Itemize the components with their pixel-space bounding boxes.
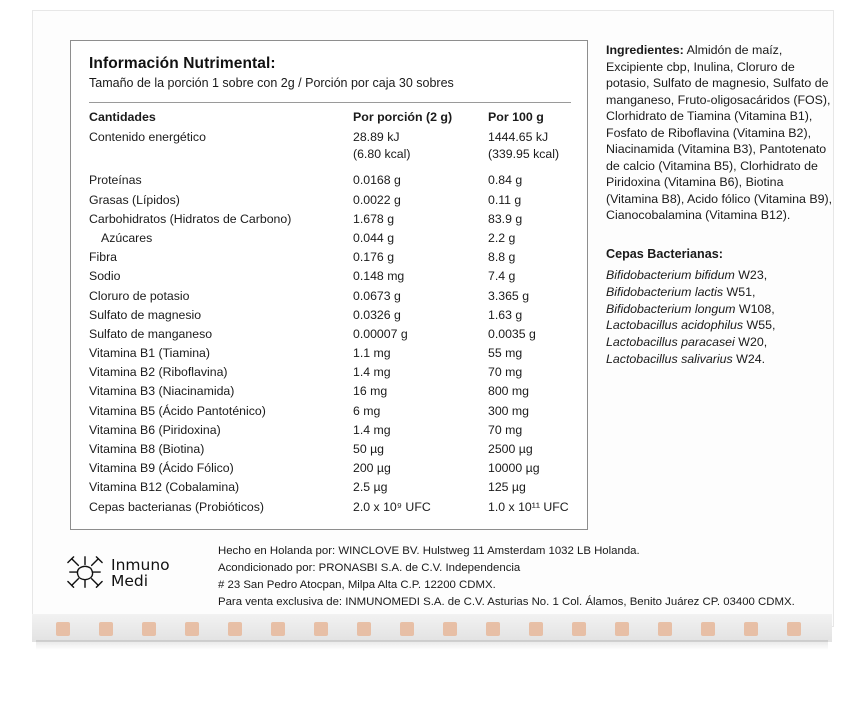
sachet-edge (185, 622, 199, 636)
strain-code: W20, (738, 335, 768, 350)
table-spacer-row (89, 164, 571, 171)
nutrient-name: Vitamina B9 (Ácido Fólico) (89, 461, 234, 476)
brand-logo (66, 545, 206, 601)
nutrient-per-100g: 70 mg (488, 365, 523, 380)
sachet-row (56, 622, 816, 636)
nutrient-name: Carbohidratos (Hidratos de Carbono) (89, 211, 292, 226)
manufacturer-info-line: Para venta exclusiva de: INMUNOMEDI S.A. de C.V. Asturias No. 1 Col. Álamos, Benito Juárez CP. 03400 CDMX. (218, 595, 795, 608)
nutrient-per-serving: 16 mg (353, 384, 388, 399)
nutrient-per-100g: 0.84 g (488, 173, 523, 188)
table-row (89, 128, 571, 147)
table-row (89, 190, 571, 209)
nutrient-per-100g: 300 mg (488, 403, 530, 418)
sachet-edge (486, 622, 500, 636)
sachet-edge (787, 622, 801, 636)
ingredients-paragraph (606, 42, 838, 224)
nutrient-per-serving: 28.89 kJ (353, 130, 400, 145)
nutrient-name: Sodio (89, 269, 121, 284)
sachet-edge (357, 622, 371, 636)
sachet-edge (572, 622, 586, 636)
strain-item: Lactobacillus paracasei W20, (606, 335, 768, 350)
sachet-edge (744, 622, 758, 636)
sachet-edge (701, 622, 715, 636)
nutrient-name: Vitamina B2 (Riboflavina) (89, 365, 228, 380)
nutrient-per-100g: 7.4 g (488, 269, 516, 284)
nutrient-per-serving: 50 µg (353, 442, 385, 456)
nutrient-per-serving: 2.5 µg (353, 480, 388, 495)
nutrient-per-serving: 1.4 mg (353, 422, 391, 437)
sachet-edge (658, 622, 672, 636)
nutrition-panel (70, 40, 588, 530)
strain-code: W23, (738, 268, 768, 283)
nutrient-per-100g: (339.95 kcal) (488, 147, 560, 162)
table-row (89, 267, 571, 286)
nutrient-per-100g: 70 mg (488, 422, 523, 437)
sachet-edge (99, 622, 113, 636)
nutrient-per-serving: 1.4 mg (353, 365, 391, 380)
strain-item: Lactobacillus acidophilus W55, (606, 318, 776, 333)
nutrient-per-serving: 1.678 g (353, 211, 395, 226)
strain-item: Lactobacillus salivarius W24. (606, 351, 766, 366)
nutrient-per-serving: 200 µg (353, 461, 391, 476)
nutrient-name: Contenido energético (89, 130, 206, 145)
nutrient-per-100g: 83.9 g (488, 211, 523, 226)
table-row (89, 306, 571, 325)
nutrient-per-100g: 125 µg (488, 480, 526, 495)
table-row (89, 147, 571, 164)
table-row (89, 286, 571, 305)
column-header-per-100g: Por 100 g (488, 110, 544, 124)
manufacturer-info-line: # 23 San Pedro Atocpan, Milpa Alta C.P. 12200 CDMX. (218, 578, 496, 591)
nutrient-name: Vitamina B6 (Piridoxina) (89, 422, 221, 437)
strains-label: Cepas Bacterianas: (606, 246, 723, 261)
table-row (89, 459, 571, 478)
table-row (89, 478, 571, 497)
nutrient-per-100g: 1.63 g (488, 307, 523, 322)
nutrient-per-serving: 0.148 mg (353, 269, 405, 284)
table-row (89, 171, 571, 190)
nutrient-per-serving: 0.176 g (353, 250, 395, 265)
sachet-edge (56, 622, 70, 636)
nutrient-per-100g: 3.365 g (488, 288, 530, 303)
nutrient-per-100g: 8.8 g (488, 250, 516, 265)
nutrient-name: Sulfato de magnesio (89, 307, 202, 322)
brand-name (111, 557, 170, 590)
nutrient-per-serving: 0.0673 g (353, 288, 401, 303)
nutrient-name: Vitamina B12 (Cobalamina) (89, 480, 240, 495)
nutrient-per-serving: 0.044 g (353, 230, 395, 245)
nutrient-name: Vitamina B1 (Tiamina) (89, 346, 210, 361)
table-row (89, 402, 571, 421)
nutrition-table (89, 109, 571, 517)
ingredients-label: Ingredientes: (606, 43, 684, 57)
nutrient-per-serving: 2.0 x 10⁹ UFC (353, 499, 431, 514)
nutrient-name (89, 147, 353, 164)
strain-item: Bifidobacterium lactis W51, (606, 284, 756, 299)
nutrient-name: Sulfato de manganeso (89, 326, 213, 341)
nutrient-name: Proteínas (89, 173, 142, 188)
ingredients-column (606, 42, 838, 368)
table-row (89, 421, 571, 440)
panel-divider (89, 102, 571, 103)
table-row (89, 344, 571, 363)
brand-name-line2: Medi (111, 572, 149, 590)
sachet-edge (615, 622, 629, 636)
table-row (89, 248, 571, 267)
table-header-row (89, 109, 571, 128)
strain-item: Bifidobacterium longum W108, (606, 301, 775, 316)
serving-size-text: Tamaño de la porción 1 sobre con 2g / Porción por caja 30 sobres (89, 76, 454, 90)
nutrient-per-serving: 0.0022 g (353, 192, 401, 207)
sachet-edge (142, 622, 156, 636)
table-row (89, 325, 571, 344)
sachet-edge (529, 622, 543, 636)
nutrient-per-100g: 0.11 g (488, 192, 522, 207)
nutrient-per-100g: 2500 µg (488, 442, 533, 456)
manufacturer-info (218, 543, 818, 611)
strain-code: W55, (746, 318, 776, 333)
sachet-edge (228, 622, 242, 636)
nutrient-per-serving: 0.0168 g (353, 173, 401, 188)
ingredients-text: Almidón de maíz, Excipiente cbp, Inulina, Cloruro de potasio, Sulfato de magnesio, Sulfato de manganeso, Fruto-oligosacáridos (FOS), Clorhidrato de Tiamina (Vitamina B1), Fosfato de Riboflavina (Vitamina B2), Niacinamida (Vitamina B3), Pantotenato de calcio (Vitamina B5), Clorhidrato de Piridoxina (Vitamina B6), Biotina (Vitamina B8), Acido fólico (Vitamina B9), Cianocobalamina (Vitamina B12). (606, 43, 833, 222)
nutrient-per-100g: 0.0035 g (488, 326, 536, 341)
strains-list (606, 267, 838, 367)
nutrient-per-100g: 2.2 g (488, 230, 516, 245)
nutrient-name: Vitamina B8 (Biotina) (89, 442, 205, 456)
nutrition-title: Información Nutrimental: (89, 55, 276, 72)
nutrient-per-serving: 0.0326 g (353, 307, 401, 322)
strain-item: Bifidobacterium bifidum W23, (606, 268, 768, 283)
strain-code: W51, (726, 284, 756, 299)
strain-code: W108, (738, 301, 775, 316)
table-row (89, 497, 571, 516)
nutrient-per-serving: 0.00007 g (353, 326, 408, 341)
box-drop-shadow (36, 640, 828, 650)
nutrient-name: Azúcares (101, 230, 153, 245)
brand-name-line1: Inmuno (111, 555, 170, 574)
nutrient-name: Vitamina B5 (Ácido Pantoténico) (89, 403, 266, 418)
nutrient-per-100g: 10000 µg (488, 461, 540, 476)
sachet-edge (314, 622, 328, 636)
nutrient-name: Grasas (Lípidos) (89, 192, 180, 207)
nutrient-per-100g: 1.0 x 10¹¹ UFC (488, 499, 569, 514)
bacteria-icon (66, 553, 104, 593)
nutrient-name: Fibra (89, 250, 118, 265)
table-row (89, 229, 571, 248)
nutrient-name: Vitamina B3 (Niacinamida) (89, 384, 235, 399)
column-header-amounts: Cantidades (89, 110, 156, 124)
table-row (89, 210, 571, 229)
table-row (89, 440, 571, 459)
nutrient-name: Cloruro de potasio (89, 288, 190, 303)
strain-code: W24. (736, 351, 766, 366)
nutrient-name: Cepas bacterianas (Probióticos) (89, 499, 264, 514)
manufacturer-info-line: Acondicionado por: PRONASBI S.A. de C.V. Independencia (218, 561, 521, 574)
nutrient-per-serving: 1.1 mg (353, 346, 391, 361)
sachet-edge (271, 622, 285, 636)
nutrient-per-serving: 6 mg (353, 403, 381, 418)
sachet-edge (400, 622, 414, 636)
sachet-edge (443, 622, 457, 636)
nutrient-per-serving: (6.80 kcal) (353, 147, 411, 162)
nutrient-per-100g: 1444.65 kJ (488, 130, 549, 145)
manufacturer-info-line: Hecho en Holanda por: WINCLOVE BV. Hulstweg 11 Amsterdam 1032 LB Holanda. (218, 545, 640, 557)
table-row (89, 363, 571, 382)
nutrient-per-100g: 800 mg (488, 384, 530, 399)
column-header-per-serving: Por porción (2 g) (353, 110, 453, 124)
nutrient-per-100g: 55 mg (488, 346, 523, 361)
table-row (89, 382, 571, 401)
